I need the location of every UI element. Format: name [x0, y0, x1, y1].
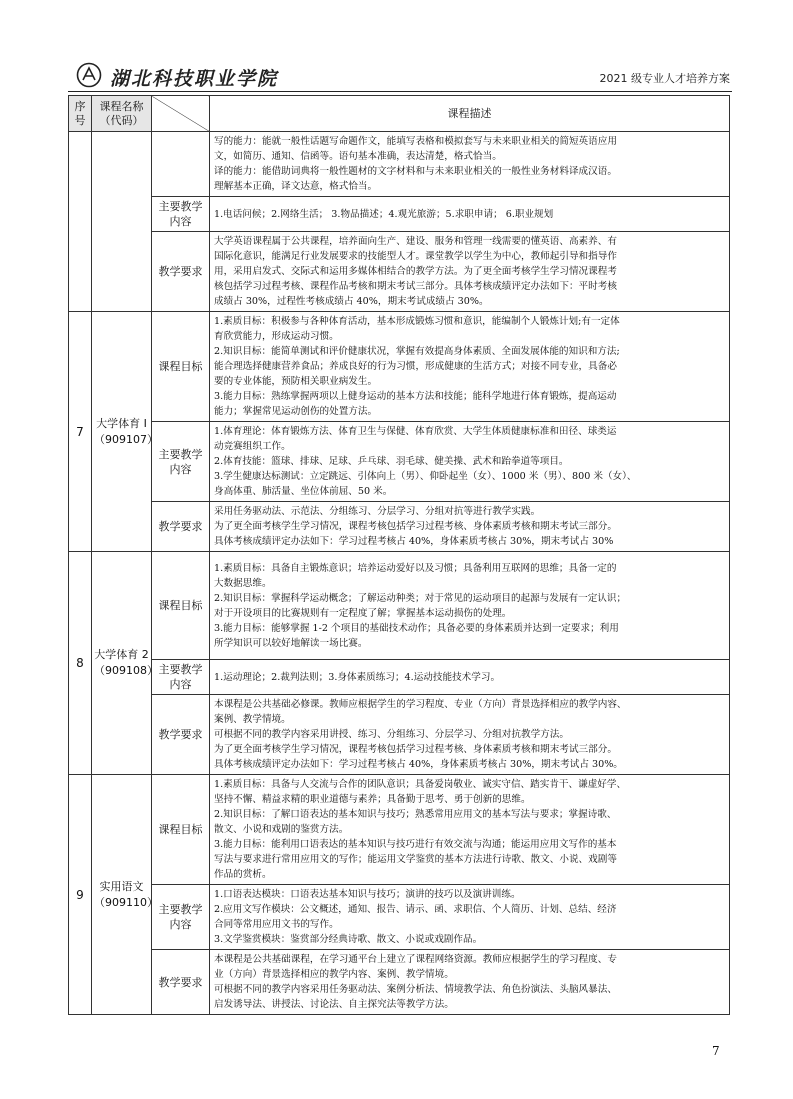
row-number-cell-continued: [69, 132, 92, 312]
text-line: 国际化意识，能满足行业发展要求的技能型人才。课堂教学以学生为中心，教师起引导和指导作: [214, 251, 617, 262]
text-line: 1.口语表达模块：口语表达基本知识与技巧；演讲的技巧以及演讲训练。: [214, 889, 521, 900]
text-line: 理解基本正确，译文达意，格式恰当。: [214, 181, 378, 192]
description-cell: [210, 552, 730, 660]
text-line: 要的专业体能，预防相关职业病发生。: [214, 376, 378, 387]
text-line: 大学英语课程属于公共课程，培养面向生产、建设、服务和管理一线需要的懂英语、高素养、有: [214, 236, 617, 247]
table-row: [69, 132, 730, 197]
category-label: 主要教学内容: [152, 422, 210, 502]
text-line: 本课程是公共基础课程，在学习通平台上建立了课程网络资源。教师应根据学生的学习程度、专: [214, 954, 617, 965]
category-label: 课程目标: [152, 312, 210, 422]
text-line: 1.素质目标：积极参与各种体育活动，基本形成锻炼习惯和意识，能编制个人锻炼计划;有一定体: [214, 316, 620, 327]
text-line: 采用任务驱动法、示范法、分组练习、分层学习、分组对抗等进行教学实践。: [214, 506, 541, 517]
course-name: 实用语文: [99, 879, 144, 893]
course-code: （909108）: [94, 664, 158, 677]
category-label: 教学要求: [152, 502, 210, 552]
text-line: 2.知识目标：了解口语表达的基本知识与技巧；熟悉常用应用文的基本写法与要求；掌握诗歌、: [214, 809, 617, 820]
course-name-cell: [92, 552, 158, 775]
text-line: 动竞赛组织工作。: [214, 441, 291, 452]
text-line: 写的能力：能就一般性话题写命题作文，能填写表格和模拟套写与未来职业相关的简短英语应用: [214, 136, 617, 147]
header-description: 课程描述: [210, 96, 730, 132]
text-line: 2.应用文写作模块：公文概述，通知、报告、请示、函、求职信、个人简历、计划、总结、经济: [214, 904, 617, 915]
course-code: （909107）: [94, 432, 158, 446]
category-label: 教学要求: [152, 695, 210, 775]
row-number: 9: [69, 775, 92, 1015]
text-line: 案例、教学情境。: [214, 714, 291, 725]
course-name: 大学体育 I: [96, 416, 147, 430]
text-line: 1.素质目标：具备自主锻炼意识；培养运动爱好以及习惯；具备利用互联网的思维；具备一定的: [214, 562, 617, 574]
text-line: 本课程是公共基础必修课。教师应根据学生的学习程度、专业（方向）背景选择相应的教学内容、: [214, 699, 627, 710]
course-name: 大学体育 2: [94, 648, 149, 661]
category-label: 课程目标: [152, 775, 210, 885]
table-row: [69, 502, 730, 552]
category-label: 主要教学内容: [152, 660, 210, 695]
text-line: 用，采用启发式、交际式和运用多媒体相结合的教学方法。为了更全面考核学生学习情况课程考: [214, 266, 617, 277]
text-line: 对于开设项目的比赛规则有一定程度了解；掌握基本运动损伤的处理。: [214, 607, 512, 619]
table-row: [69, 232, 730, 312]
text-line: 2.知识目标：掌握科学运动概念；了解运动种类；对于常见的运动项目的起源与发展有一定认识；: [214, 592, 627, 604]
text-line: 坚持不懈、精益求精的职业道德与素养；具备勤于思考、勇于创新的思维。: [214, 794, 531, 805]
page-number: 7: [712, 1044, 720, 1058]
category-label: 主要教学内容: [152, 885, 210, 950]
text-line: 能力；掌握常见运动创伤的处置方法。: [214, 406, 378, 417]
table-row: [69, 695, 730, 775]
text-line: 为了更全面考核学生学习情况，课程考核包括学习过程考核、身体素质考核和期末考试三部分。: [214, 521, 617, 532]
header-diagonal-cell: [152, 96, 210, 132]
description-cell: [210, 885, 730, 950]
text-line: 3.能力目标：熟练掌握两项以上健身运动的基本方法和技能；能科学地进行体育锻炼，提高运动: [214, 391, 617, 402]
text-line: 3.能力目标：能够掌握 1-2 个项目的基础技术动作；具备必要的身体素质并达到一定要求；利用: [214, 622, 619, 634]
text-line: 能合理选择健康营养食品；养成良好的行为习惯，形成健康的生活方式；对接不同专业，具备必: [214, 361, 617, 372]
text-line: 身高体重、肺活量、坐位体前屈、50 米。: [214, 486, 393, 497]
header-rule: [68, 91, 732, 92]
table-row: [69, 312, 730, 422]
text-line: 写法与要求进行常用应用文的写作；能运用文学鉴赏的基本方法进行诗歌、散文、小说、戏剧等: [214, 854, 617, 865]
text-line: 1.运动理论；2.裁判法则；3.身体素质练习；4.运动技能技术学习。: [214, 671, 501, 683]
description-cell: [210, 232, 730, 312]
table-row: [69, 950, 730, 1015]
category-label: 教学要求: [152, 232, 210, 312]
text-line: 1.电话问候；2.网络生活； 3.物品描述；4.观光旅游；5.求职申请； 6.职业规划: [214, 208, 554, 220]
text-line: 3.学生健康达标测试：立定跳远、引体向上（男）、仰卧起坐（女）、1000 米（男）、800 米（女）、: [214, 471, 637, 482]
text-line: 具体考核成绩评定办法如下：学习过程考核占 40%，身体素质考核占 30%，期末考试占 30%: [214, 536, 614, 547]
text-line: 文，如简历、通知、信函等。语句基本准确，表达清楚，格式恰当。: [214, 151, 502, 162]
text-line: 译的能力：能借助词典将一般性题材的文字材料和与未来职业相关的一般性业务材料译成汉语。: [214, 166, 617, 177]
description-cell: [210, 695, 730, 775]
text-line: 散文、小说和戏剧的鉴赏方法。: [214, 824, 349, 835]
text-line: 合同等常用应用文书的写作。: [214, 919, 339, 930]
course-code: （909110）: [94, 895, 158, 909]
text-line: 为了更全面考核学生学习情况，课程考核包括学习过程考核、身体素质考核和期末考试三部分。: [214, 744, 617, 755]
table-row: [69, 422, 730, 502]
page-header: [68, 62, 732, 92]
plan-title: 2021 级专业人才培养方案: [599, 72, 730, 85]
text-line: 可根据不同的教学内容采用讲授、练习、分组练习、分层学习、分组对抗教学方法。: [214, 729, 569, 740]
header-course-name: 课程名称（代码）: [92, 96, 152, 132]
category-label: 课程目标: [152, 552, 210, 660]
description-cell: [210, 197, 730, 232]
course-name-cell: [92, 775, 158, 1015]
course-table: [68, 95, 730, 1015]
table-row: [69, 552, 730, 660]
table-row: [69, 885, 730, 950]
text-line: 2.体育技能：篮球、排球、足球、乒乓球、羽毛球、健美操、武术和跆拳道等项目。: [214, 456, 569, 467]
description-continued: [210, 132, 730, 197]
table-header-row: [69, 96, 730, 132]
text-line: 业（方向）背景选择相应的教学内容、案例、教学情境。: [214, 969, 454, 980]
text-line: 1.素质目标：具备与人交流与合作的团队意识；具备爱岗敬业、诚实守信、踏实肯干、谦虚好学、: [214, 779, 627, 790]
header-no: 序号: [69, 96, 92, 132]
category-cell-continued: [152, 132, 210, 197]
school-name: 湖北科技职业学院: [110, 68, 279, 90]
text-line: 作品的赏析。: [214, 869, 272, 880]
text-line: 启发诱导法、讲授法、讨论法、自主探究法等教学方法。: [214, 999, 454, 1010]
text-line: 核包括学习过程考核、课程作品考核和期末考试三部分。具体考核成绩评定办法如下：平时考核: [214, 281, 617, 292]
row-number: 8: [69, 552, 92, 775]
text-line: 3.能力目标：能利用口语表达的基本知识与技巧进行有效交流与沟通；能运用应用文写作的基本: [214, 839, 617, 850]
row-number: 7: [69, 312, 92, 552]
description-cell: [210, 950, 730, 1015]
table-row: [69, 660, 730, 695]
course-name-cell: [92, 312, 158, 552]
text-line: 1.体育理论：体育锻炼方法、体育卫生与保健、体育欣赏、大学生体质健康标准和田径、球类运: [214, 426, 617, 437]
table-row: [69, 197, 730, 232]
description-cell: [210, 502, 730, 552]
text-line: 大数据思维。: [214, 577, 272, 589]
category-label: 教学要求: [152, 950, 210, 1015]
text-line: 3.文学鉴赏模块：鉴赏部分经典诗歌、散文、小说或戏剧作品。: [214, 934, 483, 945]
text-line: 所学知识可以较好地解读一场比赛。: [214, 637, 368, 649]
description-cell: [210, 660, 730, 695]
description-cell: [210, 775, 730, 885]
text-line: 育欣赏能力，形成运动习惯。: [214, 331, 339, 342]
text-line: 具体考核成绩评定办法如下：学习过程考核占 40%，身体素质考核占 30%，期末考试占 30%。: [214, 759, 623, 770]
text-line: 成绩占 30%，过程性考核成绩占 40%，期末考试成绩占 30%。: [214, 296, 489, 307]
description-cell: [210, 312, 730, 422]
course-name-cell-continued: [92, 132, 152, 312]
description-cell: [210, 422, 730, 502]
text-line: 可根据不同的教学内容采用任务驱动法、案例分析法、情境教学法、角色扮演法、头脑风暴法、: [214, 984, 617, 995]
school-logo: [76, 62, 102, 88]
category-label: 主要教学内容: [152, 197, 210, 232]
table-row: [69, 775, 730, 885]
text-line: 2.知识目标：能简单测试和评价健康状况，掌握有效提高身体素质、全面发展体能的知识和方法;: [214, 346, 620, 357]
